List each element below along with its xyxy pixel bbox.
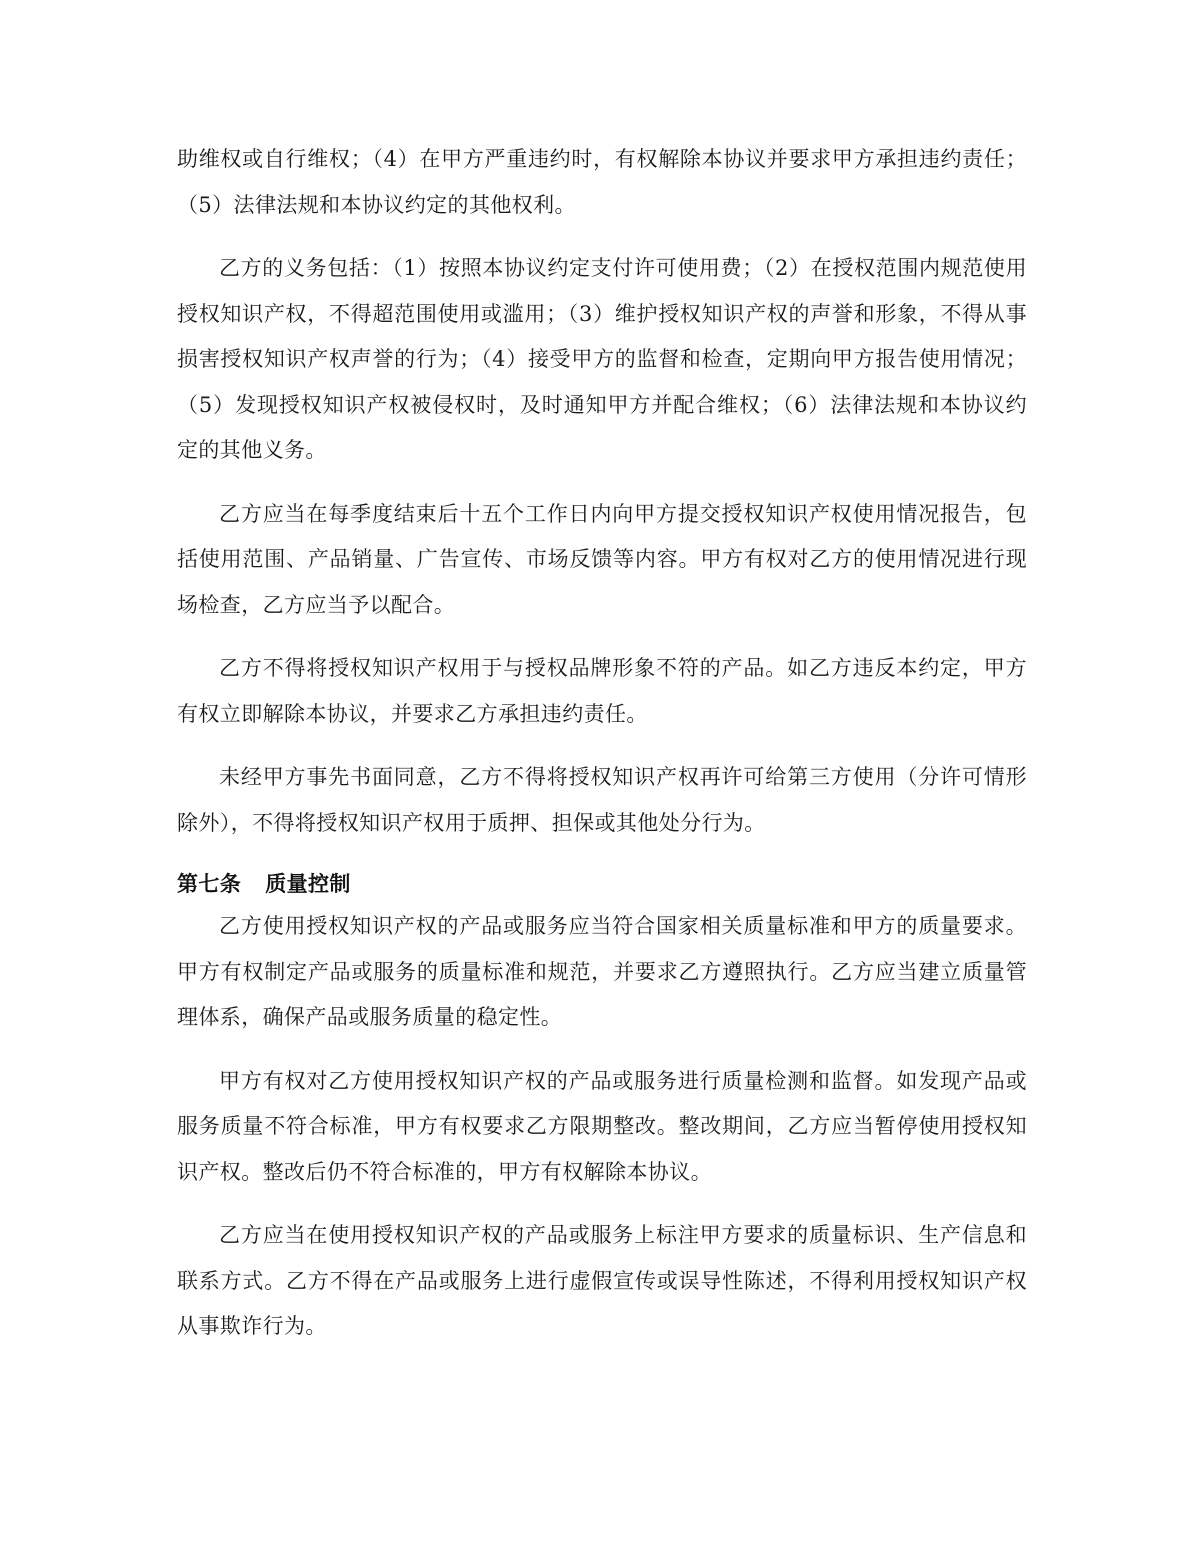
section-number: 第七条 <box>177 872 242 896</box>
document-body <box>177 137 1027 1368</box>
paragraph-no-sublicense: 未经甲方事先书面同意，乙方不得将授权知识产权再许可给第三方使用（分许可情形除外），不得将授权知识产权用于质押、担保或其他处分行为。 <box>177 765 1027 835</box>
paragraph-rights-continued: 助维权或自行维权；（4）在甲方严重违约时，有权解除本协议并要求甲方承担违约责任；（5）法律法规和本协议约定的其他权利。 <box>177 147 1027 217</box>
paragraph-quality-labeling: 乙方应当在使用授权知识产权的产品或服务上标注甲方要求的质量标识、生产信息和联系方式。乙方不得在产品或服务上进行虚假宣传或误导性陈述，不得利用授权知识产权从事欺诈行为。 <box>177 1223 1027 1338</box>
paragraph-usage-report: 乙方应当在每季度结束后十五个工作日内向甲方提交授权知识产权使用情况报告，包括使用范围、产品销量、广告宣传、市场反馈等内容。甲方有权对乙方的使用情况进行现场检查，乙方应当予以配合。 <box>177 501 1027 617</box>
paragraph-quality-inspection: 甲方有权对乙方使用授权知识产权的产品或服务进行质量检测和监督。如发现产品或服务质量不符合标准，甲方有权要求乙方限期整改。整改期间，乙方应当暂停使用授权知识产权。整改后仍不符合标准的，甲方有权解除本协议。 <box>177 1068 1027 1184</box>
section-title: 质量控制 <box>265 872 351 896</box>
section-heading <box>177 864 1027 904</box>
paragraph-brand-image: 乙方不得将授权知识产权用于与授权品牌形象不符的产品。如乙方违反本约定，甲方有权立即解除本协议，并要求乙方承担违约责任。 <box>177 656 1027 726</box>
paragraph-party-b-obligations: 乙方的义务包括：（1）按照本协议约定支付许可使用费；（2）在授权范围内规范使用授权知识产权，不得超范围使用或滥用；（3）维护授权知识产权的声誉和形象，不得从事损害授权知识产权声誉的行为；（4）接受甲方的监督和检查，定期向甲方报告使用情况；（5）发现授权知识产权被侵权时，及时通知甲方并配合维权；（6）法律法规和本协议约定的其他义务。 <box>177 256 1027 462</box>
paragraph-quality-standards: 乙方使用授权知识产权的产品或服务应当符合国家相关质量标准和甲方的质量要求。甲方有权制定产品或服务的质量标准和规范，并要求乙方遵照执行。乙方应当建立质量管理体系，确保产品或服务质量的稳定性。 <box>177 914 1027 1029</box>
